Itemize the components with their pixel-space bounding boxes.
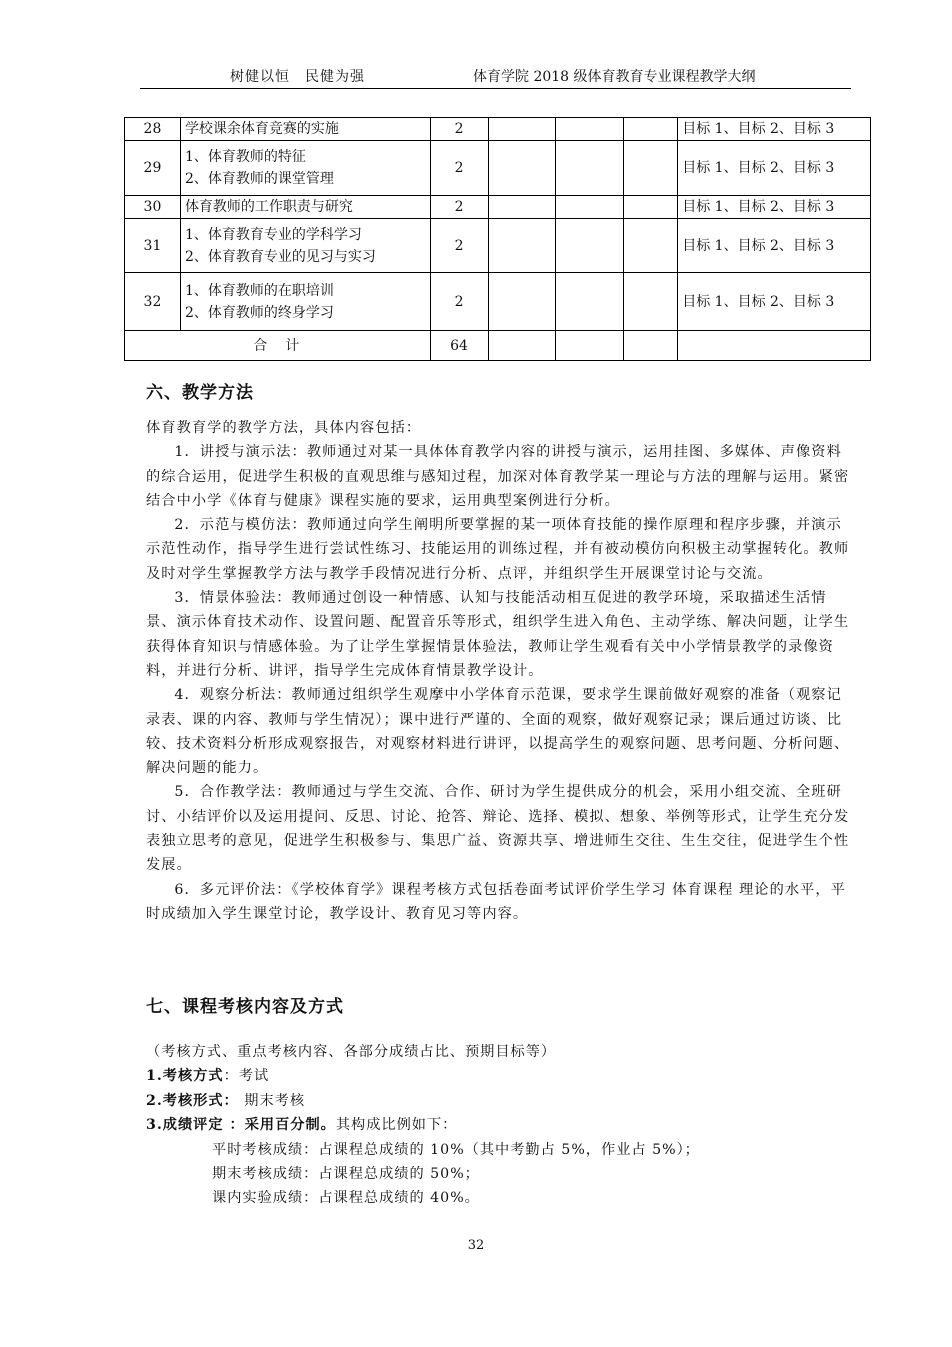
page-header xyxy=(140,66,851,89)
paragraph: 2．示范与模仿法：教师通过向学生阐明所要掌握的某一项体育技能的操作原理和程序步骤，并演示示范性动作，指导学生进行尝试性练习、技能运用的训练过程，并有被动模仿向积极主动掌握转化。教师及时对学生掌握教学方法与教学手段情况进行分析、点评，并组织学生开展课堂讨论与交流。 xyxy=(146,517,850,582)
row-hours: 2 xyxy=(430,273,488,331)
section-6-intro: 体育教育学的教学方法，具体内容包括： xyxy=(146,420,422,436)
table-row xyxy=(125,273,871,331)
row-hours: 2 xyxy=(430,118,488,141)
total-label: 合 计 xyxy=(125,331,431,361)
assessment-grading: 3.成绩评定 ：采用百分制。其构成比例如下： xyxy=(146,1117,458,1134)
row-number: 30 xyxy=(125,196,181,219)
total-hours: 64 xyxy=(430,331,488,361)
grade-item: 课内实验成绩：占课程总成绩的 40%。 xyxy=(212,1190,480,1207)
table-row xyxy=(125,219,871,273)
grade-item: 平时考核成绩：占课程总成绩的 10%（其中考勤占 5%，作业占 5%）； xyxy=(212,1141,700,1158)
row-number: 31 xyxy=(125,219,181,273)
paragraph: 6．多元评价法：《学校体育学》课程考核方式包括卷面考试评价学生学习 体育课程 理论的水平，平时成绩加入学生课堂讨论，教学设计、教育见习等内容。 xyxy=(146,881,847,922)
schedule-table xyxy=(124,117,871,361)
row-hours: 2 xyxy=(430,219,488,273)
paragraph: 5．合作教学法：教师通过与学生交流、合作、研讨为学生提供成分的机会，采用小组交流、全班研讨、小结评价以及运用提问、反思、讨论、抢答、辩论、选择、模拟、想象、举例等形式，让学生充分发表独立思考的意见，促进学生积极参与、集思广益、资源共享、增进师生交往、生生交往，促进学生个性发展。 xyxy=(146,784,850,874)
row-number: 32 xyxy=(125,273,181,331)
assessment-form: 2.考核形式： 期末考核 xyxy=(146,1092,306,1109)
paragraph: 4．观察分析法：教师通过组织学生观摩中小学体育示范课，要求学生课前做好观察的准备（观察记录表、课的内容、教师与学生情况）；课中进行严谨的、全面的观察，做好观察记录；课后通过访谈、比较、技术资料分析形成观察报告，对观察材料进行讲评，以提高学生的观察问题、思考问题、分析问题、解决问题的能力。 xyxy=(146,687,850,777)
row-goal: 目标 1、目标 2、目标 3 xyxy=(678,273,871,331)
row-content: 1、体育教师的特征 2、体育教师的课堂管理 xyxy=(180,141,430,196)
assessment-method: 1.考核方式：考试 xyxy=(146,1068,270,1085)
row-goal: 目标 1、目标 2、目标 3 xyxy=(678,118,871,141)
row-hours: 2 xyxy=(430,141,488,196)
row-goal: 目标 1、目标 2、目标 3 xyxy=(678,196,871,219)
row-content: 1、体育教育专业的学科学习 2、体育教育专业的见习与实习 xyxy=(180,219,430,273)
section-7-body xyxy=(146,1040,852,1211)
table-row xyxy=(125,196,871,219)
grade-item: 期末考核成绩：占课程总成绩的 50%； xyxy=(212,1166,480,1183)
header-title: 体育学院 2018 级体育教育专业课程教学大纲 xyxy=(473,69,756,85)
row-goal: 目标 1、目标 2、目标 3 xyxy=(678,219,871,273)
row-content: 学校课余体育竞赛的实施 xyxy=(180,118,430,141)
table-row xyxy=(125,141,871,196)
row-content: 体育教师的工作职责与研究 xyxy=(180,196,430,219)
section-6-body xyxy=(146,416,852,926)
section-6-title: 六、教学方法 xyxy=(146,383,254,403)
row-number: 28 xyxy=(125,118,181,141)
header-motto: 树健以恒 民健为强 xyxy=(230,69,365,85)
row-number: 29 xyxy=(125,141,181,196)
row-content: 1、体育教师的在职培训 2、体育教师的终身学习 xyxy=(180,273,430,331)
paragraph: 3．情景体验法：教师通过创设一种情感、认知与技能活动相互促进的教学环境，采取描述生活情景、演示体育技术动作、设置问题、配置音乐等形式，组织学生进入角色、主动学练、解决问题，让学生获得体育知识与情感体验。为了让学生掌握情景体验法，教师让学生观看有关中小学情景教学的录像资料，并进行分析、讲评，指导学生完成体育情景教学设计。 xyxy=(146,590,850,679)
section-7-title: 七、课程考核内容及方式 xyxy=(146,997,344,1017)
page-number: 32 xyxy=(467,1238,485,1253)
row-hours: 2 xyxy=(430,196,488,219)
table-row xyxy=(125,118,871,141)
paragraph: 1．讲授与演示法：教师通过对某一具体体育教学内容的讲授与演示，运用挂图、多媒体、声像资料的综合运用，促进学生积极的直观思维与感知过程，加深对体育教学某一理论与方法的理解与运用。紧密结合中小学《体育与健康》课程实施的要求，运用典型案例进行分析。 xyxy=(146,444,850,509)
assessment-note: （考核方式、重点考核内容、各部分成绩占比、预期目标等） xyxy=(146,1044,557,1060)
row-goal: 目标 1、目标 2、目标 3 xyxy=(678,141,871,196)
table-total-row xyxy=(125,331,871,361)
